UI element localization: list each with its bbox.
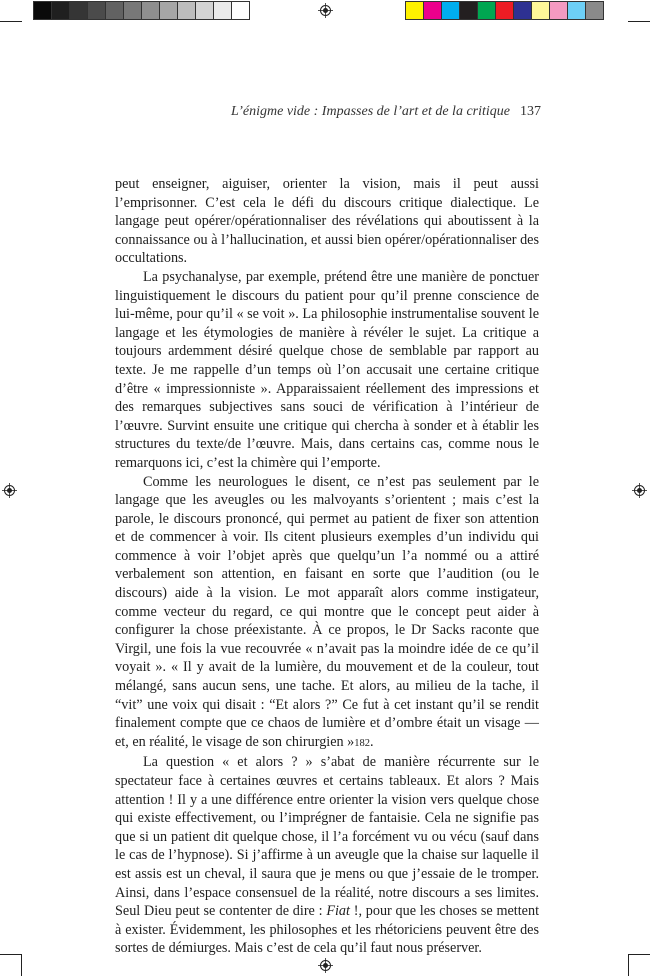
paragraph: La psychanalyse, par exemple, prétend être une manière de ponctuer linguistiquement le discours du patient pour qu’il prenne conscience de lui-même, pour qu’il « se voit ». La philosophie instrumentalise souvent le langage et les étymologies de manière à révéler le sujet. La critique a toujours ardemment désiré quelque chose de semblable par rapport au texte. Je me rappelle d’un temps où l’on accusait une certaine critique d’être « impressionniste ». Apparaissaient réellement des impressions et des remarques subjectives sans souci de vérification à l’intérieur de l’œuvre. Survint ensuite une critique qui chercha à sonder et à établir les structures du texte/de l’œuvre. Mais, dans certains cas, comme nous le remarquons ici, c’est la chimère qui l’emporte. — [115, 268, 539, 471]
gray-swatch — [213, 1, 232, 20]
color-swatch — [531, 1, 550, 20]
registration-mark-top-icon — [318, 3, 333, 18]
grayscale-calibration-bar — [33, 1, 249, 20]
paragraph-text: !, pour que les choses se mettent à exister. Évidemment, les philosophes et les rhétoriciens peuvent être des sortes de démiurges. Mais c’est de cela qu’il faut nous préserver. — [115, 903, 540, 957]
page-number: 137 — [520, 104, 541, 119]
gray-swatch — [69, 1, 88, 20]
color-swatch — [585, 1, 604, 20]
running-title: L’énigme vide : Impasses de l’art et de la critique — [230, 104, 510, 119]
gray-swatch — [51, 1, 70, 20]
gray-swatch — [87, 1, 106, 20]
crop-mark — [21, 955, 22, 976]
crop-mark — [0, 954, 22, 955]
registration-mark-left-icon — [2, 483, 17, 498]
running-header — [110, 104, 541, 120]
gray-swatch — [159, 1, 178, 20]
crop-mark — [0, 21, 22, 22]
paragraph: Comme les neurologues le disent, ce n’est pas seulement par le langage que les aveugles ou les malvoyants s’orientent ; mais c’est la parole, le discours prononcé, qui permet au patient de fixer son attention et de commencer à voir. Ils citent plusieurs exemples d’un individu qui commence à voir l’objet après que quelqu’un l’a nommé ou a attiré verbalement son attention, en faisant en sorte que l’audition (ou le discours) aide à la vision. Le mot apparaît alors comme instigateur, comme vecteur du regard, ce qui montre que le concept peut aider à configurer la chose préexistante. À ce propos, le Dr Sacks raconte que Virgil, une fois la vue recouvrée « n’avait pas la moindre idée de ce qu’il voyait ». « Il y avait de la lumière, du mouvement et de la couleur, tout mélangé, sans aucun sens, une tache. Et alors, au milieu de la tache, il “vit” une voix qui disait : “Et alors ?” Ce fut à cet instant qu’il se rendit finalement compte que ce chaos de lumière et d’ombre était un visage — et, en réalité, le visage de son chirurgien »182. — [115, 473, 539, 750]
gray-swatch — [123, 1, 142, 20]
registration-mark-right-icon — [632, 483, 647, 498]
gray-swatch — [195, 1, 214, 20]
color-swatch — [549, 1, 568, 20]
crop-mark — [628, 955, 629, 976]
color-swatch — [405, 1, 424, 20]
paragraph-text: Comme les neurologues le disent, ce n’est pas seulement par le langage que les aveugles ou les malvoyants s’orientent ; mais c’est la parole, le discours prononcé, qui permet au patient de fixer son attention et de commencer à voir. Ils citent plusieurs exemples d’un individu qui commence à voir l’objet après que quelqu’un l’a nommé ou a attiré verbalement son attention, en faisant en sorte que l’audition (ou le discours) aide à la vision. Le mot apparaît alors comme instigateur, comme vecteur du regard, ce qui montre que le concept peut aider à configurer la chose préexistante. À ce propos, le Dr Sacks raconte que Virgil, une fois la vue recouvrée « n’avait pas la moindre idée de ce qu’il voyait ». « Il y avait de la lumière, du mouvement et de la couleur, tout mélangé, sans aucun sens, une tache. Et alors, au milieu de la tache, il “vit” une voix qui disait : “Et alors ?” Ce fut à cet instant qu’il se rendit finalement compte que ce chaos de lumière et d’ombre était un visage — et, en réalité, le visage de son chirurgien » — [115, 473, 539, 750]
gray-swatch — [231, 1, 250, 20]
gray-swatch — [105, 1, 124, 20]
crop-mark — [628, 954, 650, 955]
color-swatch — [477, 1, 496, 20]
color-swatch — [423, 1, 442, 20]
color-swatch — [495, 1, 514, 20]
crop-mark — [628, 21, 650, 22]
gray-swatch — [33, 1, 52, 20]
color-calibration-bar — [405, 1, 603, 20]
paragraph-text: La question « et alors ? » s’abat de manière récurrente sur le spectateur face à certaines œuvres et certains tableaux. Et alors ? Mais attention ! Il y a une différence entre orienter la vision vers quelque chose qui existe effectivement, ou l’imprégner de fantaisie. Cela ne signifie pas que si un patient dit quelque chose, il l’a forcément vu ou vécu (sauf dans le cas de l’hypnose). Si j’affirme à un aveugle que la chaise sur laquelle il est assis est un cheval, il saura que je mens ou que j’essaie de le tromper. Ainsi, dans l’espace consensuel de la réalité, notre discours a ses limites. Seul Dieu peut se contenter de dire : — [115, 754, 539, 920]
registration-mark-bottom-icon — [318, 958, 333, 973]
color-swatch — [513, 1, 532, 20]
italic-word: Fiat — [326, 903, 350, 920]
body-text — [115, 175, 539, 958]
color-swatch — [441, 1, 460, 20]
gray-swatch — [177, 1, 196, 20]
paragraph: peut enseigner, aiguiser, orienter la vision, mais il peut aussi l’emprisonner. C’est cela le défi du discours critique dialectique. Le langage peut opérer/opérationnaliser des révélations qui aboutissent à la connaissance ou à l’hallucination, et aussi bien opérer/opérationnaliser des occultations. — [115, 176, 539, 267]
paragraph — [115, 753, 539, 958]
color-swatch — [567, 1, 586, 20]
gray-swatch — [141, 1, 160, 20]
color-swatch — [459, 1, 478, 20]
footnote-reference: 182 — [354, 737, 371, 749]
